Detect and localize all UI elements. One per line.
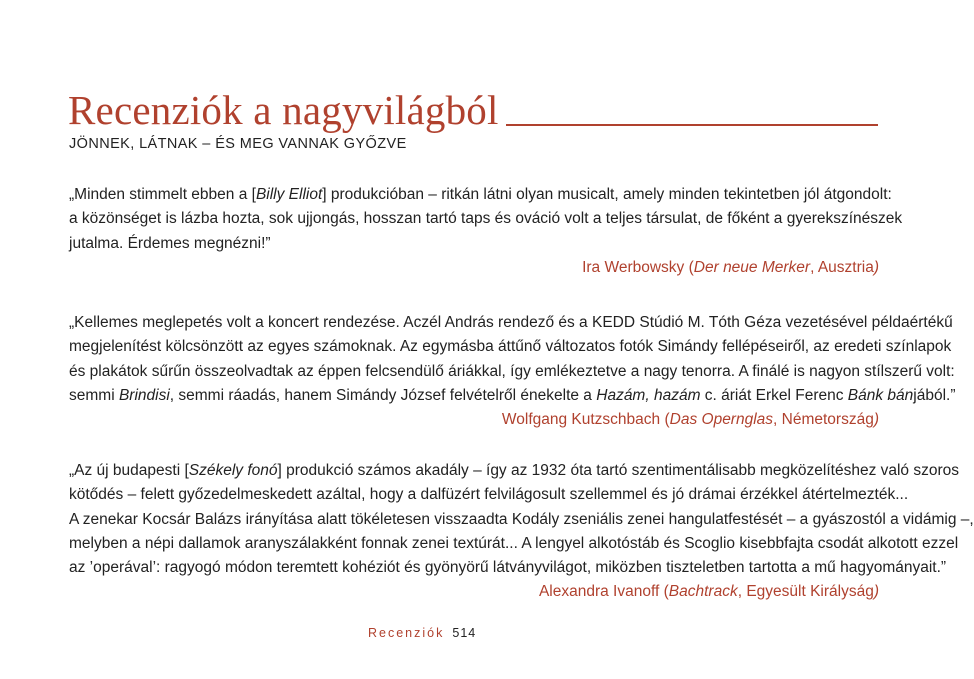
publication-name: Das Opernglas: [669, 411, 774, 429]
publication-country: , Németország: [773, 411, 874, 429]
quote-line: jutalma. Érdemes megnézni!”: [69, 234, 271, 252]
quote-line: A zenekar Kocsár Balázs irányítása alatt tökéletesen visszaadta Kodály zseniális zenei hangulatfestését – a gyászostól a vidámig –,: [69, 510, 974, 528]
quote-attribution: Alexandra Ivanoff (Bachtrack, Egyesült Királyság): [538, 583, 879, 601]
quote-line: „Minden stimmelt ebben a [Billy Elliot] produkcióban – ritkán látni olyan musicalt, amely minden tekintetben jól átgondolt:: [69, 186, 892, 203]
quote-line: „Kellemes meglepetés volt a koncert rendezése. Aczél András rendező és a KEDD Stúdió M. Tóth Géza vezetésével példaértékű: [69, 314, 953, 331]
work-title: Székely fonó: [188, 462, 278, 479]
title-rule: [506, 124, 878, 126]
quote-attribution: Ira Werbowsky (Der neue Merker, Ausztria): [582, 258, 879, 276]
reviewer-name: Alexandra Ivanoff: [538, 583, 660, 601]
page-number: 514: [452, 626, 477, 640]
reviewer-name: Ira Werbowsky: [582, 258, 685, 276]
quote-line: „Az új budapesti [Székely fonó] produkció számos akadály – így az 1932 óta tartó szentimentálisabb megközelítéshez való szoros: [69, 462, 960, 479]
reviewer-name: Wolfgang Kutzschbach: [501, 411, 661, 429]
quote-line: a közönséget is lázba hozta, sok ujjongás, hosszan tartó taps és ováció volt a teljes társulat, de főként a gyerekszínészek: [69, 210, 903, 228]
quote-attribution: Wolfgang Kutzschbach (Das Opernglas, Németország): [501, 411, 879, 429]
work-title: Bánk bán: [847, 386, 914, 404]
publication-name: Der neue Merker: [693, 258, 811, 276]
review-quote-1: [69, 183, 903, 280]
page-footer: [368, 626, 476, 640]
review-quote-3: [69, 459, 974, 605]
footer-section-label: Recenziók: [368, 626, 445, 640]
work-title: Hazám, hazám: [596, 386, 701, 404]
quote-line: megjelenítést kölcsönzött az egyes számoknak. Az egymásba áttűnő változatos fotók Simándy fellépéseiről, az eredeti színlapok: [69, 338, 952, 356]
publication-country: , Ausztria: [810, 258, 874, 276]
work-title: Brindisi: [118, 386, 170, 404]
page-title: Recenziók a nagyvilágból: [68, 87, 499, 133]
publication-name: Bachtrack: [668, 583, 738, 601]
page-subtitle: JÖNNEK, LÁTNAK – ÉS MEG VANNAK GYŐZVE: [69, 136, 407, 152]
quote-line: az ’operával’: ragyogó módon teremtett kohéziót és gyönyörű látványvilágot, miközben tiszteletben tartotta a mű hagyományait.”: [69, 559, 947, 577]
quote-line: és plakátok sűrűn összeolvadtak az éppen felcsendülő áriákkal, így emlékeztetve a nagy tenorra. A finálé is nagyon stílszerű volt:: [69, 362, 955, 380]
quote-line: melyben a népi dallamok aranyszálakként fonnak zenei textúrát... A lengyel alkotóstáb és Scoglio kisebbfajta csodát alkotott ezzel: [69, 534, 959, 552]
quote-line: semmi Brindisi, semmi ráadás, hanem Simándy József felvételről énekelte a Hazám, hazám c. áriát Erkel Ferenc Bánk bánjából.”: [69, 386, 956, 404]
quote-line: kötődés – felett győzedelmeskedett azáltal, hogy a dalfüzért felvilágosult szellemmel és jó drámai érzékkel átértelmezték...: [69, 486, 909, 504]
publication-country: , Egyesült Királyság: [737, 583, 874, 601]
review-quote-2: [69, 311, 956, 432]
work-title: Billy Elliot: [255, 186, 323, 203]
